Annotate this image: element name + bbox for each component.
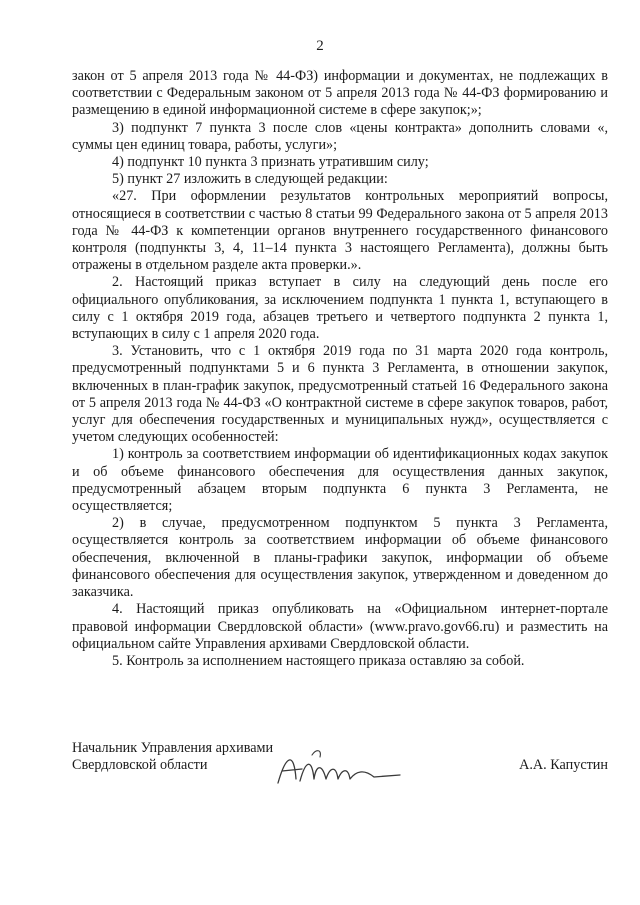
signatory-name: А.А. Капустин: [519, 757, 608, 773]
document-body: [72, 68, 608, 670]
paragraph-subitem-3: 3) подпункт 7 пункта 3 после слов «цены контракта» дополнить словами «, суммы цен единиц товара, работы, услуги»;: [72, 119, 608, 153]
paragraph-continuation: закон от 5 апреля 2013 года № 44-ФЗ) информации и документах, не подлежащих в соответствии с Федеральным законом от 5 апреля 2013 года № 44-ФЗ формированию и размещению в единой информационной системе в сфере закупок;»;: [72, 68, 608, 119]
handwritten-signature: [272, 745, 412, 795]
paragraph-clause-3-sub-1: 1) контроль за соответствием информации об идентификационных кодах закупок и об объеме финансового обеспечения для осуществления данных закупок, предусмотренный абзацем вторым подпункта 6 пункта 3 Регламента, не осуществляется;: [72, 446, 608, 515]
paragraph-clause-4: 4. Настоящий приказ опубликовать на «Официальном интернет-портале правовой информации Свердловской области» (www.pravo.gov66.ru) и разместить на официальном сайте Управления архивами Свердловской области.: [72, 601, 608, 652]
paragraph-subitem-4: 4) подпункт 10 пункта 3 признать утратившим силу;: [112, 154, 429, 171]
paragraph-clause-5: 5. Контроль за исполнением настоящего приказа оставляю за собой.: [112, 652, 525, 669]
page-number: 2: [316, 38, 324, 54]
paragraph-clause-3: 3. Установить, что с 1 октября 2019 года по 31 марта 2020 года контроль, предусмотренный подпунктами 5 и 6 пункта 3 Регламента, в отношении закупок, включенных в план-график закупок, предусмотренный статьей 16 Федерального закона от 5 апреля 2013 года № 44-ФЗ «О контрактной системе в сфере закупок товаров, работ, услуг для обеспечения государственных и муниципальных нужд», осуществляется с учетом следующих особенностей:: [72, 343, 608, 446]
paragraph-clause-2: 2. Настоящий приказ вступает в силу на следующий день после его официального опубликования, за исключением подпункта 1 пункта 1, вступающего в силу с 1 октября 2019 года, абзацев третьего и четвертого подпункта 2 пункта 1, вступающих в силу с 1 апреля 2020 года.: [72, 274, 608, 343]
paragraph-item-27-quote: «27. При оформлении результатов контрольных мероприятий вопросы, относящиеся в соответствии с частью 8 статьи 99 Федерального закона от 5 апреля 2013 года № 44-ФЗ к компетенции органов внутреннего государственного финансового контроля (подпункты 3, 4, 11–14 пункта 3 настоящего Регламента), должны быть отражены в отдельном разделе акта проверки.».: [72, 188, 608, 274]
signatory-title-line1: Начальник Управления архивами: [72, 740, 274, 756]
paragraph-subitem-5: 5) пункт 27 изложить в следующей редакции:: [112, 171, 388, 188]
paragraph-clause-3-sub-2: 2) в случае, предусмотренном подпунктом 5 пункта 3 Регламента, осуществляется контроль за соответствием информации об объеме финансового обеспечения, включенной в планы-графики закупок, информации об объеме финансового обеспечения для осуществления закупок, утвержденном и доведенном до заказчика.: [72, 515, 608, 601]
signatory-title-line2: Свердловской области: [72, 757, 208, 774]
